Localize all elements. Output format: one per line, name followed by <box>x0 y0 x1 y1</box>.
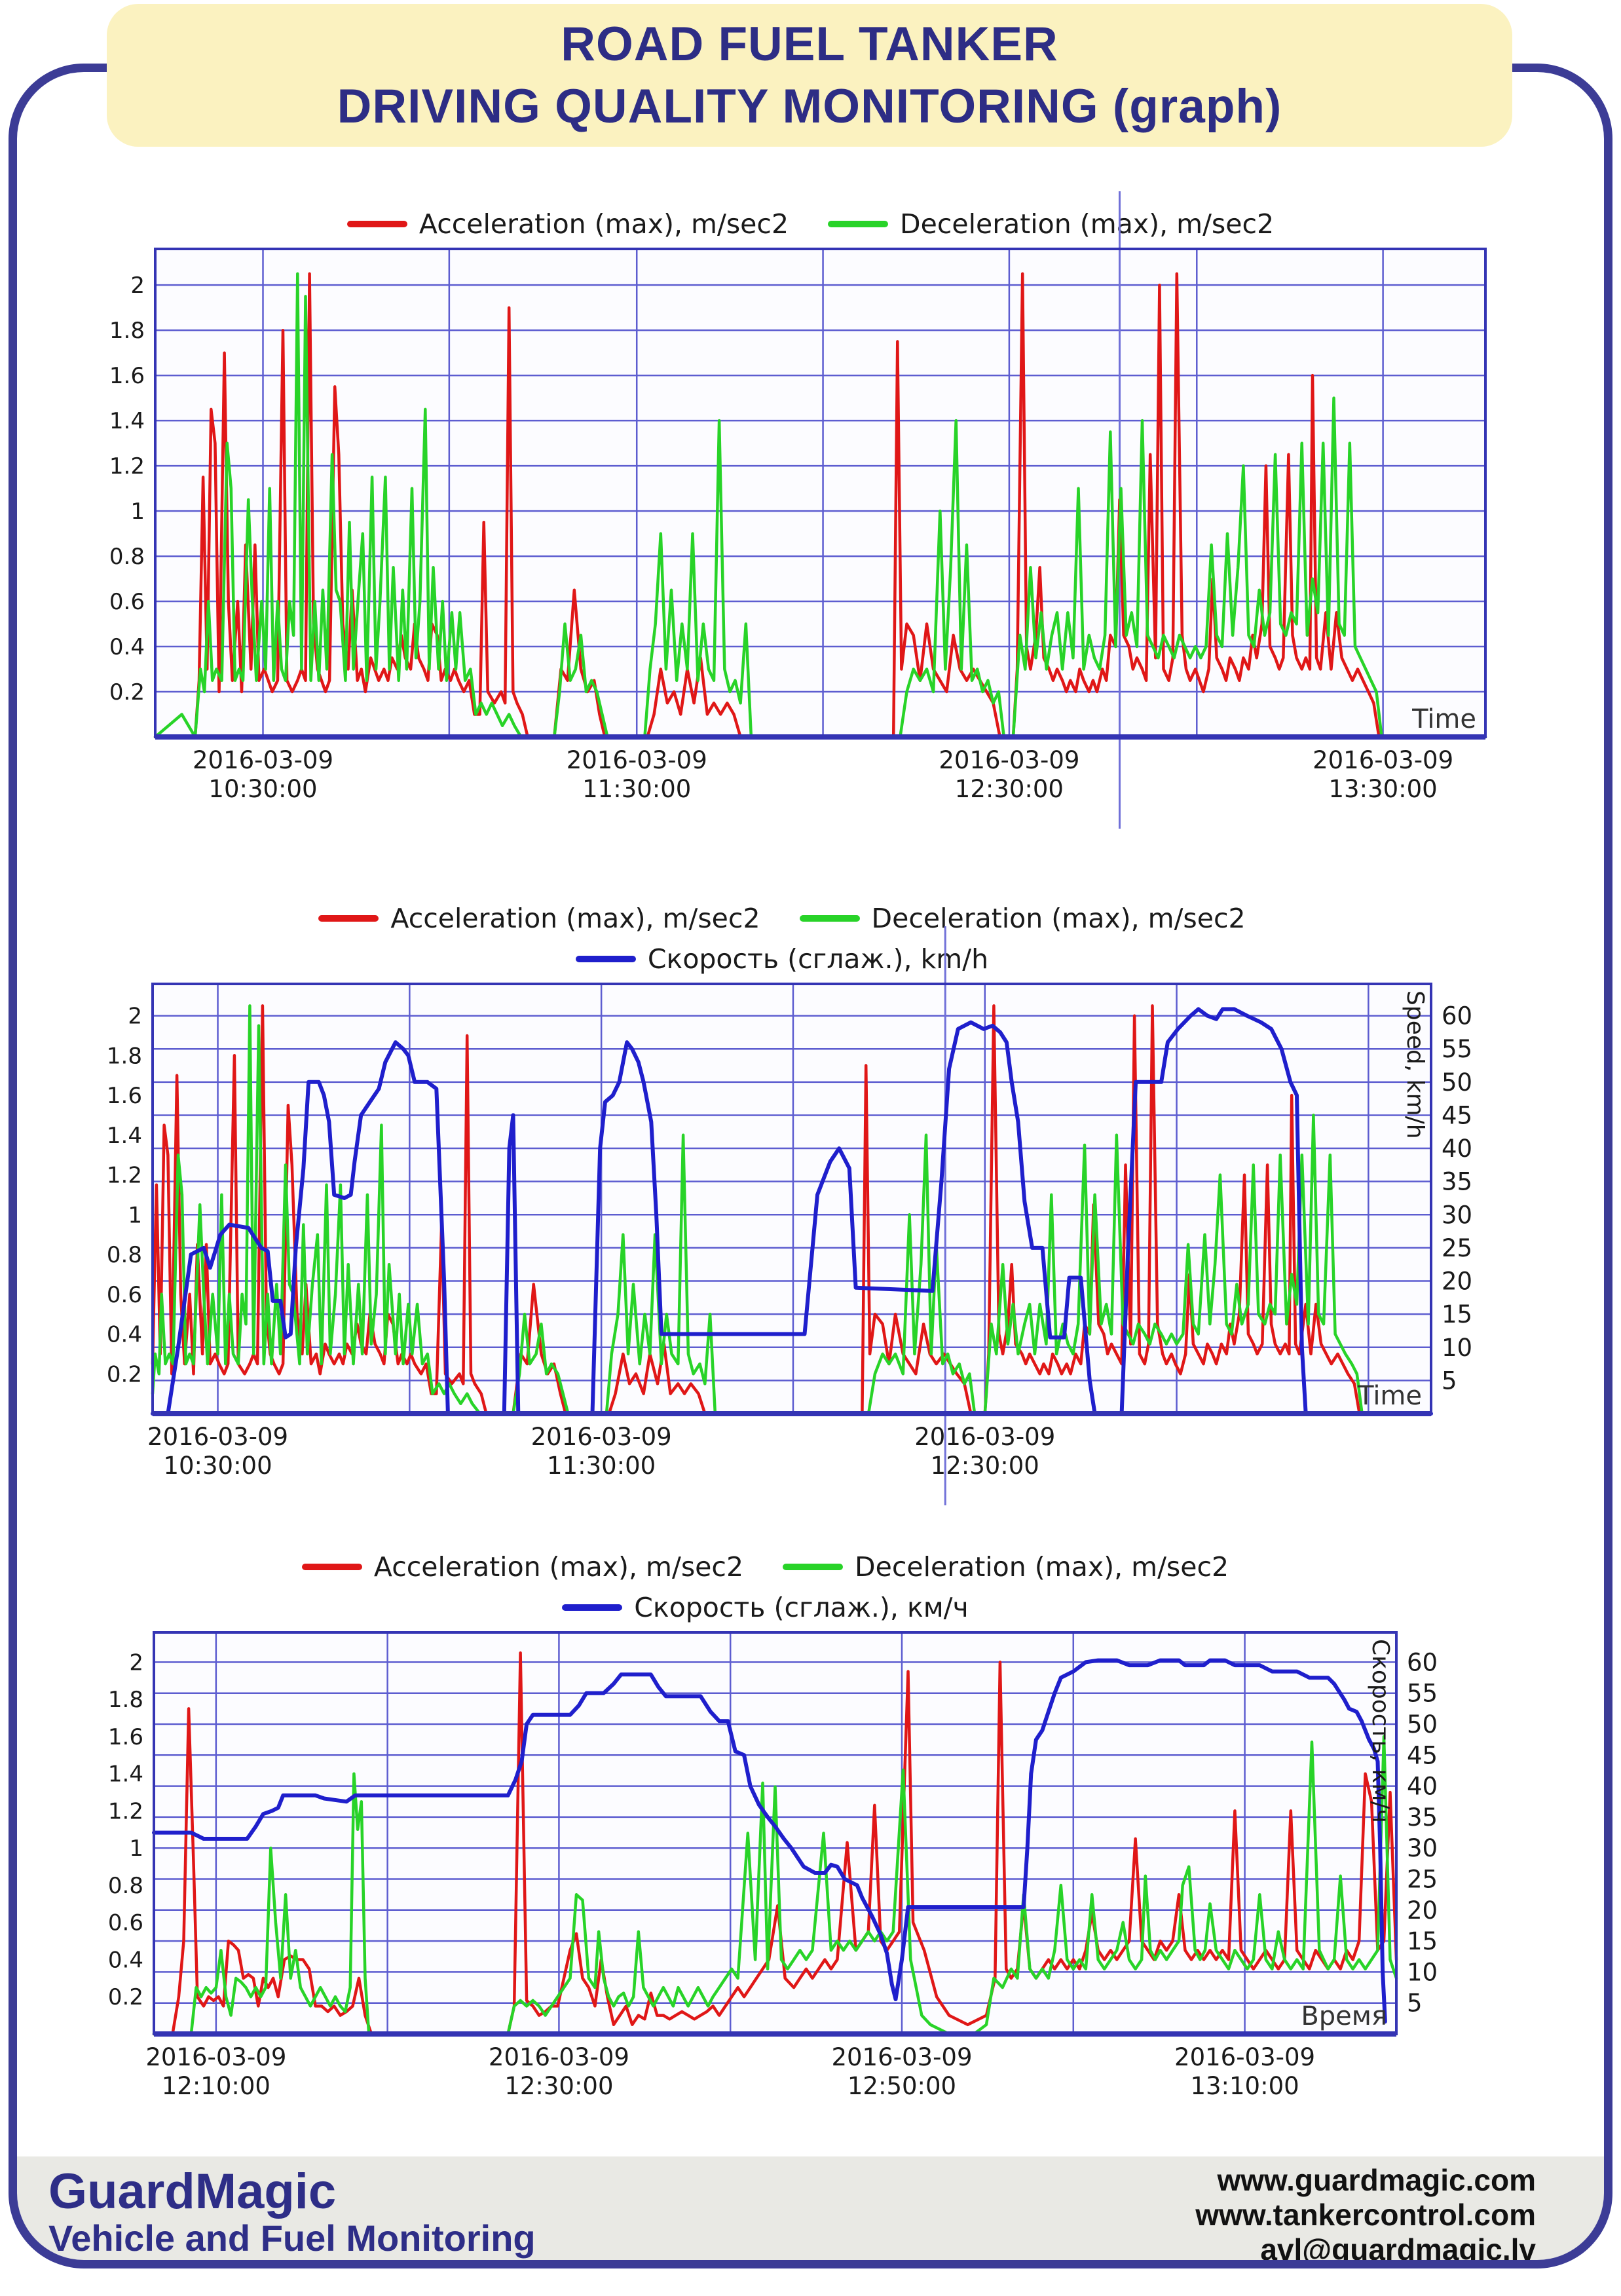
legend-label: Скорость (сглаж.), km/h <box>647 943 989 975</box>
x-tick-label: 2016-03-09 10:30:00 <box>147 1423 289 1480</box>
deceleration-line-swatch-icon <box>828 221 888 227</box>
x-tick-label: 2016-03-09 12:30:00 <box>914 1423 1056 1480</box>
legend-row <box>318 903 1265 934</box>
y-left-tick-label: 1.6 <box>106 1083 142 1110</box>
y-left-tick-label: 0.6 <box>106 1281 142 1308</box>
y-right-tick-label: 30 <box>1407 1834 1438 1863</box>
legend-row <box>347 208 1294 240</box>
x-tick-label: 2016-03-09 11:30:00 <box>531 1423 672 1480</box>
footer-link-tankercontrol: www.tankercontrol.com <box>1195 2198 1536 2232</box>
chart1-legend <box>155 208 1485 240</box>
y-left-tick-label: 0.4 <box>109 634 145 661</box>
y-right-tick-label: 60 <box>1442 1002 1473 1030</box>
y-left-tick-label: 1.2 <box>109 453 145 480</box>
legend-item-acceleration <box>318 903 779 934</box>
chart2-plot <box>106 984 1473 1480</box>
y-left-tick-label: 1 <box>128 1202 142 1229</box>
y-right-tick-label: 10 <box>1442 1333 1473 1362</box>
y-right-axis-title: Скорость, км/ч <box>1367 1639 1394 1823</box>
y-left-tick-label: 1 <box>130 499 145 525</box>
y-right-tick-label: 35 <box>1407 1803 1438 1832</box>
x-tick-label: 2016-03-09 12:30:00 <box>488 2043 629 2100</box>
y-left-tick-label: 2 <box>130 273 145 299</box>
chart-acceleration-deceleration <box>109 208 1485 803</box>
x-tick-label: 2016-03-09 13:10:00 <box>1174 2043 1316 2100</box>
brand-tagline: Vehicle and Fuel Monitoring <box>48 2217 536 2259</box>
y-right-tick-label: 25 <box>1442 1233 1473 1262</box>
y-left-tick-label: 0.2 <box>109 679 145 706</box>
x-axis-end-label: Time <box>1412 704 1476 734</box>
speed-line-swatch-icon <box>576 956 636 962</box>
legend-item-speed <box>562 1592 988 1623</box>
y-right-tick-label: 60 <box>1407 1648 1438 1677</box>
y-left-tick-label: 0.8 <box>106 1242 142 1269</box>
y-left-tick-label: 0.8 <box>109 544 145 571</box>
footer-links <box>1195 2163 1536 2267</box>
brand-name: GuardMagic <box>48 2164 337 2219</box>
y-left-tick-label: 1.4 <box>106 1122 142 1149</box>
y-left-tick-label: 0.6 <box>109 589 145 616</box>
y-left-tick-label: 2 <box>128 1003 142 1030</box>
y-right-tick-label: 45 <box>1442 1101 1473 1130</box>
legend-row <box>302 1551 1248 1583</box>
x-tick-label: 2016-03-09 11:30:00 <box>566 746 707 803</box>
legend-item-acceleration <box>302 1551 763 1583</box>
legend-item-deceleration <box>828 208 1294 240</box>
y-right-tick-label: 45 <box>1407 1741 1438 1770</box>
chart3-plot <box>107 1632 1438 2100</box>
y-right-tick-label: 5 <box>1407 1989 1423 2018</box>
x-tick-label: 2016-03-09 12:50:00 <box>831 2043 973 2100</box>
legend-label: Acceleration (max), m/sec2 <box>373 1551 744 1583</box>
chart-acceleration-deceleration-speed-en <box>106 903 1473 1480</box>
legend-label: Acceleration (max), m/sec2 <box>390 903 760 934</box>
y-right-axis-title: Speed, km/h <box>1402 990 1428 1139</box>
y-right-tick-label: 15 <box>1407 1927 1438 1956</box>
x-tick-label: 2016-03-09 13:30:00 <box>1313 746 1454 803</box>
y-right-tick-label: 55 <box>1442 1035 1473 1064</box>
y-right-tick-label: 40 <box>1407 1772 1438 1801</box>
y-left-tick-label: 0.8 <box>107 1872 143 1899</box>
y-left-tick-label: 1.2 <box>107 1798 143 1825</box>
deceleration-line-swatch-icon <box>783 1564 843 1570</box>
y-right-tick-label: 20 <box>1407 1896 1438 1925</box>
legend-item-deceleration <box>800 903 1265 934</box>
x-tick-label: 2016-03-09 12:10:00 <box>145 2043 287 2100</box>
legend-row <box>576 943 1008 975</box>
acceleration-line-swatch-icon <box>318 915 379 922</box>
legend-item-acceleration <box>347 208 808 240</box>
legend-label: Deceleration (max), m/sec2 <box>855 1551 1229 1583</box>
speed-line-swatch-icon <box>562 1604 622 1611</box>
y-right-tick-label: 20 <box>1442 1267 1473 1296</box>
y-left-tick-label: 1.8 <box>106 1043 142 1070</box>
y-right-tick-label: 30 <box>1442 1201 1473 1230</box>
x-axis-end-label: Time <box>1358 1381 1422 1411</box>
x-tick-label: 2016-03-09 10:30:00 <box>192 746 334 803</box>
y-right-tick-label: 55 <box>1407 1679 1438 1708</box>
x-tick-label: 2016-03-09 12:30:00 <box>939 746 1080 803</box>
acceleration-line-swatch-icon <box>347 221 407 227</box>
y-left-tick-label: 0.4 <box>106 1321 142 1348</box>
y-left-tick-label: 1.8 <box>107 1687 143 1714</box>
y-left-tick-label: 1.8 <box>109 318 145 345</box>
y-left-tick-label: 1.2 <box>106 1162 142 1189</box>
legend-label: Скорость (сглаж.), км/ч <box>634 1592 969 1623</box>
footer <box>17 2156 1604 2267</box>
y-right-tick-label: 35 <box>1442 1167 1473 1196</box>
y-right-tick-label: 40 <box>1442 1135 1473 1163</box>
y-left-tick-label: 2 <box>129 1649 143 1676</box>
y-right-tick-label: 5 <box>1442 1366 1457 1395</box>
y-left-tick-label: 0.4 <box>107 1947 143 1974</box>
y-left-tick-label: 0.2 <box>106 1361 142 1388</box>
y-right-tick-label: 50 <box>1442 1068 1473 1097</box>
chart2-legend <box>153 903 1431 975</box>
acceleration-line-swatch-icon <box>302 1564 362 1570</box>
y-left-tick-label: 1.6 <box>107 1723 143 1750</box>
legend-item-deceleration <box>783 1551 1248 1583</box>
page-title-line1: ROAD FUEL TANKER <box>561 18 1058 71</box>
footer-link-guardmagic: www.guardmagic.com <box>1217 2163 1536 2197</box>
legend-label: Deceleration (max), m/sec2 <box>900 208 1275 240</box>
y-left-tick-label: 1 <box>129 1835 143 1862</box>
chart1-plot <box>109 249 1485 803</box>
legend-label: Acceleration (max), m/sec2 <box>419 208 789 240</box>
legend-item-speed <box>576 943 1008 975</box>
legend-label: Deceleration (max), m/sec2 <box>871 903 1246 934</box>
page-title-line2: DRIVING QUALITY MONITORING (graph) <box>337 80 1282 133</box>
title-banner <box>107 4 1512 147</box>
x-axis-end-label: Время <box>1301 2001 1387 2031</box>
chart3-legend <box>154 1551 1396 1623</box>
y-right-tick-label: 15 <box>1442 1300 1473 1329</box>
y-right-tick-label: 25 <box>1407 1865 1438 1894</box>
chart-acceleration-deceleration-speed-ru <box>107 1551 1438 2100</box>
deceleration-line-swatch-icon <box>800 915 860 922</box>
y-right-tick-label: 50 <box>1407 1710 1438 1739</box>
y-left-tick-label: 1.6 <box>109 363 145 390</box>
footer-email: avl@guardmagic.lv <box>1260 2232 1536 2267</box>
y-left-tick-label: 0.2 <box>107 1984 143 2011</box>
y-right-tick-label: 10 <box>1407 1958 1438 1987</box>
y-left-tick-label: 1.4 <box>107 1761 143 1788</box>
legend-row <box>562 1592 988 1623</box>
y-left-tick-label: 1.4 <box>109 408 145 435</box>
y-left-tick-label: 0.6 <box>107 1910 143 1936</box>
brand-block <box>48 2166 536 2259</box>
